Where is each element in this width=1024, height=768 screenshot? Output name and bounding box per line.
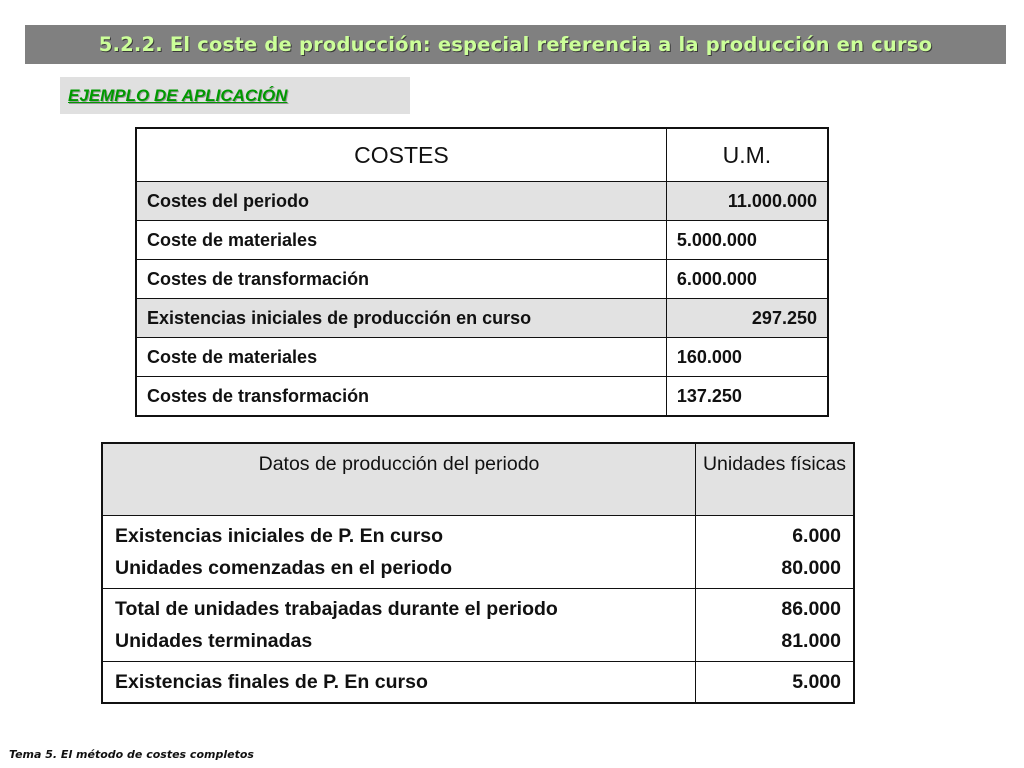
row-value: 160.000 <box>666 338 828 377</box>
row-label: Coste de materiales <box>136 338 666 377</box>
um-header: U.M. <box>666 128 828 182</box>
row-value: 80.000 <box>781 557 841 579</box>
row-labels <box>102 516 696 589</box>
table-row <box>136 299 828 338</box>
table-row <box>102 589 854 662</box>
row-values <box>696 516 855 589</box>
costes-header: COSTES <box>136 128 666 182</box>
row-value: 81.000 <box>781 630 841 652</box>
datos-header: Datos de producción del periodo <box>102 443 696 516</box>
row-value: 5.000 <box>792 671 841 693</box>
row-value: 86.000 <box>781 598 841 620</box>
row-label: Coste de materiales <box>136 221 666 260</box>
table-row <box>136 182 828 221</box>
produccion-table <box>101 442 855 704</box>
row-labels <box>102 589 696 662</box>
slide-title-bar <box>25 25 1006 64</box>
row-label: Costes del periodo <box>136 182 666 221</box>
row-label: Costes de transformación <box>136 377 666 417</box>
row-values <box>696 662 855 704</box>
row-value: 137.250 <box>666 377 828 417</box>
row-value: 5.000.000 <box>666 221 828 260</box>
slide-title: 5.2.2. El coste de producción: especial referencia a la producción en curso <box>98 33 933 56</box>
table-row <box>102 516 854 589</box>
table-row <box>102 662 854 704</box>
subtitle: EJEMPLO DE APLICACIÓN <box>68 85 288 105</box>
costes-table <box>135 127 829 417</box>
row-value: 11.000.000 <box>666 182 828 221</box>
costes-header-row <box>136 128 828 182</box>
row-label: Costes de transformación <box>136 260 666 299</box>
row-label: Unidades comenzadas en el periodo <box>115 557 453 579</box>
table-row <box>136 338 828 377</box>
subtitle-box <box>60 77 410 114</box>
row-label: Unidades terminadas <box>115 630 313 652</box>
produccion-header-row <box>102 443 854 516</box>
row-label: Existencias iniciales de producción en curso <box>136 299 666 338</box>
table-row <box>136 260 828 299</box>
unidades-header: Unidades físicas <box>696 443 855 516</box>
row-value: 297.250 <box>666 299 828 338</box>
row-label: Total de unidades trabajadas durante el periodo <box>115 598 558 620</box>
row-labels <box>102 662 696 704</box>
row-label: Existencias finales de P. En curso <box>115 671 428 693</box>
footer-text: Tema 5. El método de costes completos <box>9 748 254 761</box>
row-value: 6.000 <box>792 525 841 547</box>
table-row <box>136 377 828 417</box>
table-row <box>136 221 828 260</box>
row-label: Existencias iniciales de P. En curso <box>115 525 444 547</box>
row-value: 6.000.000 <box>666 260 828 299</box>
row-values <box>696 589 855 662</box>
